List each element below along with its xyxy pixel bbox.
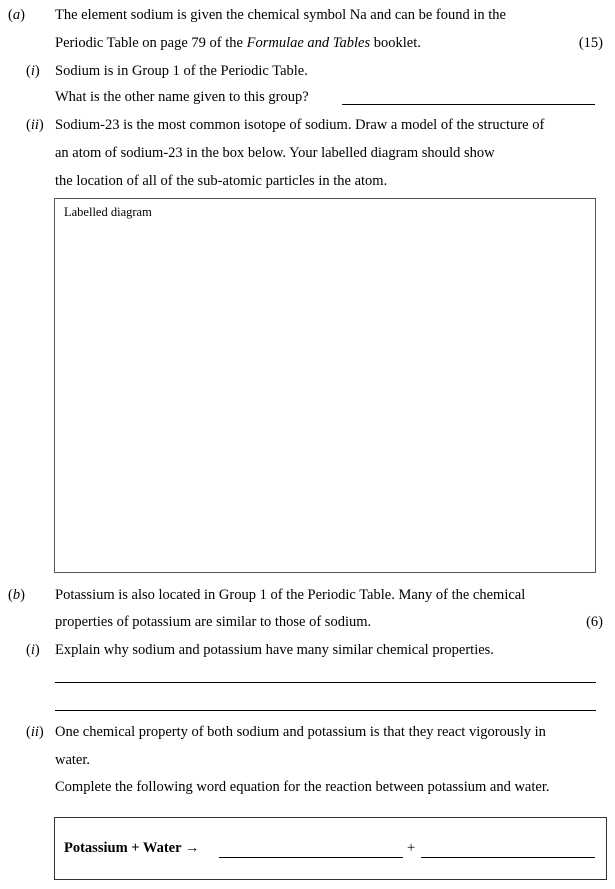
part-a-i-answer-line[interactable] — [342, 104, 595, 105]
part-b-text-line1: Potassium is also located in Group 1 of the Periodic Table. Many of the chemical — [55, 587, 526, 603]
part-a-ii-text-line1: Sodium-23 is the most common isotope of sodium. Draw a model of the structure of — [55, 117, 545, 133]
part-a-i-marker: (i) — [26, 63, 40, 79]
part-a-marker: (a) — [8, 7, 25, 23]
part-b-i-text-line1: Explain why sodium and potassium have many similar chemical properties. — [55, 642, 494, 658]
equation-blank-2[interactable] — [421, 857, 595, 858]
equation-blank-1[interactable] — [219, 857, 403, 858]
part-b-ii-text-line3: Complete the following word equation for the reaction between potassium and water. — [55, 779, 550, 795]
labelled-diagram-box[interactable] — [54, 198, 596, 573]
part-b-i-answer-line-2[interactable] — [55, 710, 596, 711]
part-a-text-line1: The element sodium is given the chemical symbol Na and can be found in the — [55, 7, 506, 23]
part-a-i-text-line2: What is the other name given to this group? — [55, 89, 309, 105]
part-b-ii-text-line2: water. — [55, 752, 91, 768]
part-b-marker: (b) — [8, 587, 25, 603]
equation-lhs: Potassium + Water → — [64, 840, 200, 856]
word-equation-box — [54, 817, 607, 880]
part-a-marks: (15) — [578, 35, 603, 51]
part-b-marks: (6) — [586, 614, 603, 630]
part-a-ii-text-line3: the location of all of the sub-atomic particles in the atom. — [55, 173, 388, 189]
equation-arrow: → — [184, 840, 200, 856]
part-a-text-line2: Periodic Table on page 79 of the Formulae and Tables booklet. — [55, 35, 421, 51]
part-b-ii-text-line1: One chemical property of both sodium and potassium is that they react vigorously in — [55, 724, 546, 740]
part-b-i-answer-line-1[interactable] — [55, 682, 596, 683]
part-b-i-marker: (i) — [26, 642, 40, 658]
part-b-ii-marker: (ii) — [26, 724, 44, 740]
labelled-diagram-label: Labelled diagram — [64, 205, 152, 219]
part-b-text-line2: properties of potassium are similar to those of sodium. — [55, 614, 372, 630]
part-a-ii-text-line2: an atom of sodium-23 in the box below. Your labelled diagram should show — [55, 145, 495, 161]
equation-plus: + — [407, 840, 416, 856]
part-a-i-text-line1: Sodium is in Group 1 of the Periodic Table. — [55, 63, 308, 79]
part-a-ii-marker: (ii) — [26, 117, 44, 133]
